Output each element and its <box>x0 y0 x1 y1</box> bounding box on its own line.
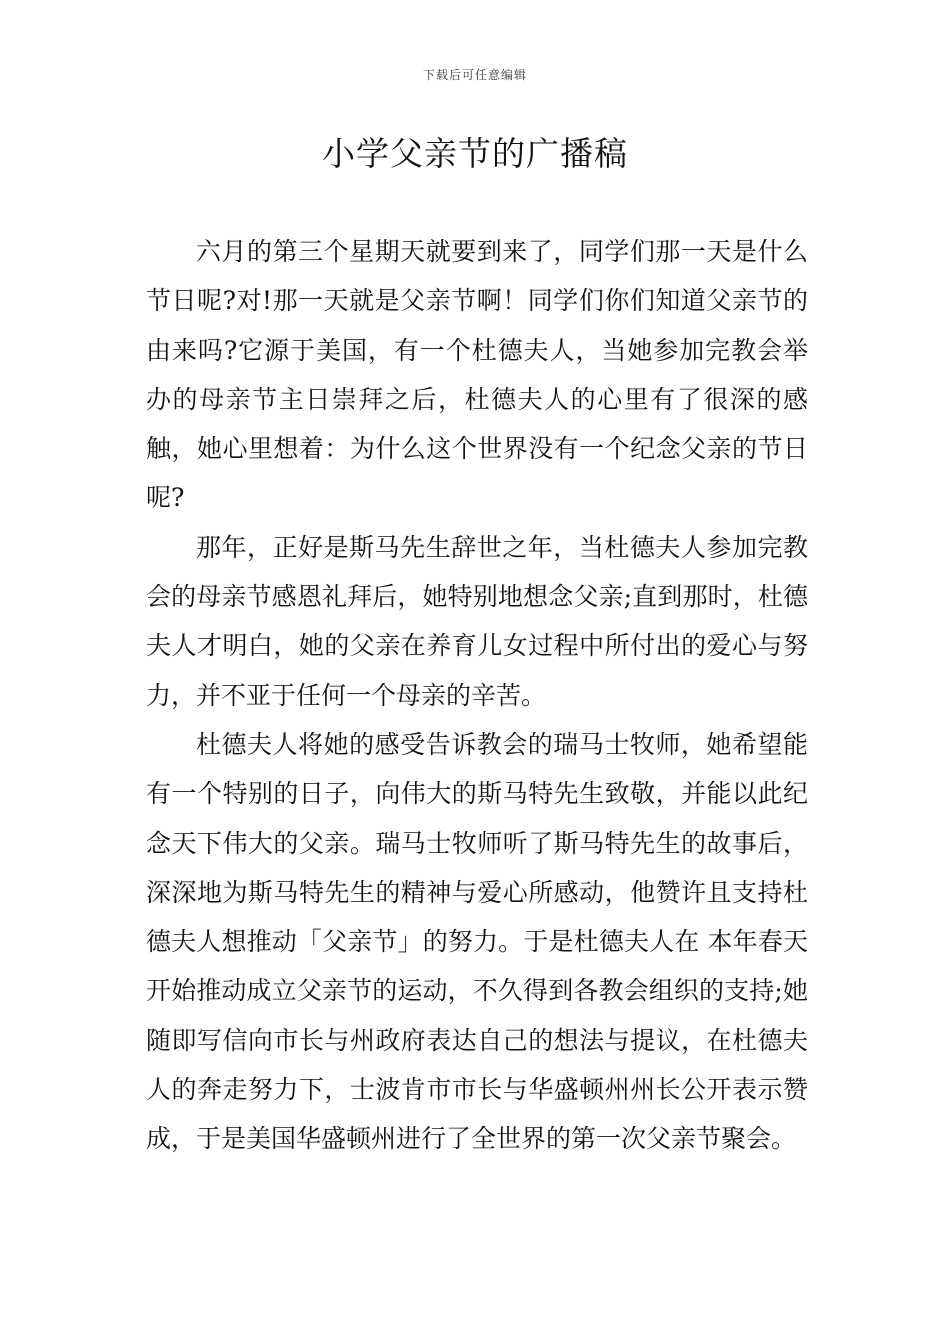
document-title: 小学父亲节的广播稿 <box>322 134 628 173</box>
header-note: 下载后可任意编辑 <box>422 68 527 82</box>
paragraph-2: 那年，正好是斯马先生辞世之年，当杜德夫人参加完教会的母亲节感恩礼拜后，她特别地想念父亲;直到那时，杜德夫人才明白，她的父亲在养育儿女过程中所付出的爱心与努力，并不亚于任何一个母亲的辛苦。 <box>146 532 808 710</box>
document-body <box>146 227 808 1164</box>
paragraph-1: 六月的第三个星期天就要到来了，同学们那一天是什么节日呢?对!那一天就是父亲节啊！同学们你们知道父亲节的由来吗?它源于美国，有一个杜德夫人，当她参加完教会举办的母亲节主日崇拜之后，杜德夫人的心里有了很深的感触，她心里想着：为什么这个世界没有一个纪念父亲的节日呢? <box>146 237 808 513</box>
paragraph-3: 杜德夫人将她的感受告诉教会的瑞马士牧师，她希望能有一个特别的日子，向伟大的斯马特先生致敬，并能以此纪念天下伟大的父亲。瑞马士牧师听了斯马特先生的故事后，深深地为斯马特先生的精神与爱心所感动，他赞许且支持杜德夫人想推动「父亲节」的努力。于是杜德夫人在 本年春天开始推动成立父亲节的运动，不久得到各教会组织的支持;她随即写信向市长与州政府表达自己的想法与提议，在杜德夫人的奔走努力下，士波肯市市长与华盛顿州州长公开表示赞成，于是美国华盛顿州进行了全世界的第一次父亲节聚会。 <box>146 729 808 1154</box>
